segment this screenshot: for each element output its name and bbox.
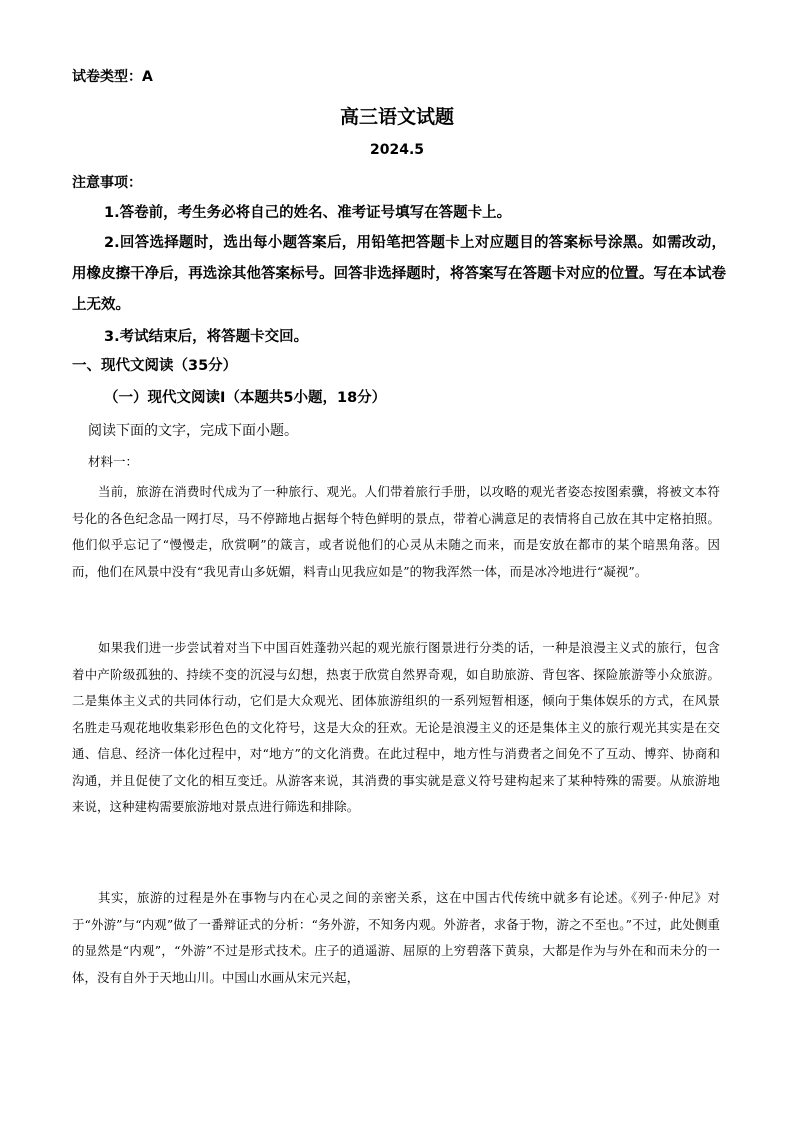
notice-item-3: 3.考试结束后，将答题卡交回。: [104, 329, 309, 345]
reading-instruction: 阅读下面的文字，完成下面小题。: [88, 423, 298, 439]
exam-date: 2024.5: [369, 142, 425, 158]
notice-item-2: 2.回答选择题时，选出每小题答案后，用铅笔把答题卡上对应题目的答案标号涂黑。如需改动，用橡皮擦干净后，再选涂其他答案标号。回答非选择题时，将答案写在答题卡对应的位置。写在本试卷上无效。: [72, 235, 726, 313]
section-heading: 一、现代文阅读（35分）: [72, 358, 238, 374]
material-label: 材料一：: [88, 454, 139, 469]
passage-paragraph-2: 如果我们进一步尝试着对当下中国百姓蓬勃兴起的观光旅行图景进行分类的话，一种是浪漫主义式的旅行，包含着中产阶级孤独的、持续不变的沉浸与幻想，热衷于欣赏自然界奇观，如自助旅游、背包客、探险旅游等小众旅游。二是集体主义式的共同体行动，它们是大众观光、团体旅游组织的一系列短暂相逐，倾向于集体娱乐的方式，在风景名胜走马观花地收集彩形色色的文化符号，这是大众的狂欢。无论是浪漫主义的还是集体主义的旅行观光其实是在交通、信息、经济一体化过程中，对“地方”的文化消费。在此过程中，地方性与消费者之间免不了互动、博弈、协商和沟通，并且促使了文化的相互变迁。从游客来说，其消费的事实就是意义符号建构起来了某种特殊的需要。从旅游地来说，这种建构需要旅游地对景点进行筛选和排除。: [72, 640, 720, 814]
subsection-heading: （一）现代文阅读Ⅰ（本题共5小题，18分）: [104, 390, 387, 406]
notice-heading: 注意事项：: [72, 175, 142, 191]
exam-type-label: 试卷类型：A: [72, 69, 153, 85]
passage-paragraph-3: 其实，旅游的过程是外在事物与内在心灵之间的亲密关系，这在中国古代传统中就多有论述。《列子·仲尼》对于“外游”与“内观”做了一番辩证式的分析：“务外游，不知务内观。外游者，求备于物，游之不至也。”不过，此处侧重的显然是“内观”，“外游”不过是形式技术。庄子的逍遥游、屈原的上穷碧落下黄泉，大都是作为与外在和而未分的一体，没有自外于天地山川。中国山水画从宋元兴起，: [72, 890, 720, 985]
passage-paragraph-1: 当前，旅游在消费时代成为了一种旅行、观光。人们带着旅行手册，以攻略的观光者姿态按图索骥，将被文本符号化的各色纪念品一网打尽，马不停蹄地占据每个特色鲜明的景点，带着心满意足的表情将自己放在其中定格拍照。他们似乎忘记了“慢慢走，欣赏啊”的箴言，或者说他们的心灵从未随之而来，而是安放在都市的某个暗黑角落。因而，他们在风景中没有“我见青山多妩媚，料青山见我应如是”的物我浑然一体，而是冰冷地进行“凝视”。: [72, 484, 720, 579]
notice-item-1: 1.答卷前，考生务必将自己的姓名、准考证号填写在答题卡上。: [104, 205, 512, 221]
page-title: 高三语文试题: [339, 106, 454, 128]
